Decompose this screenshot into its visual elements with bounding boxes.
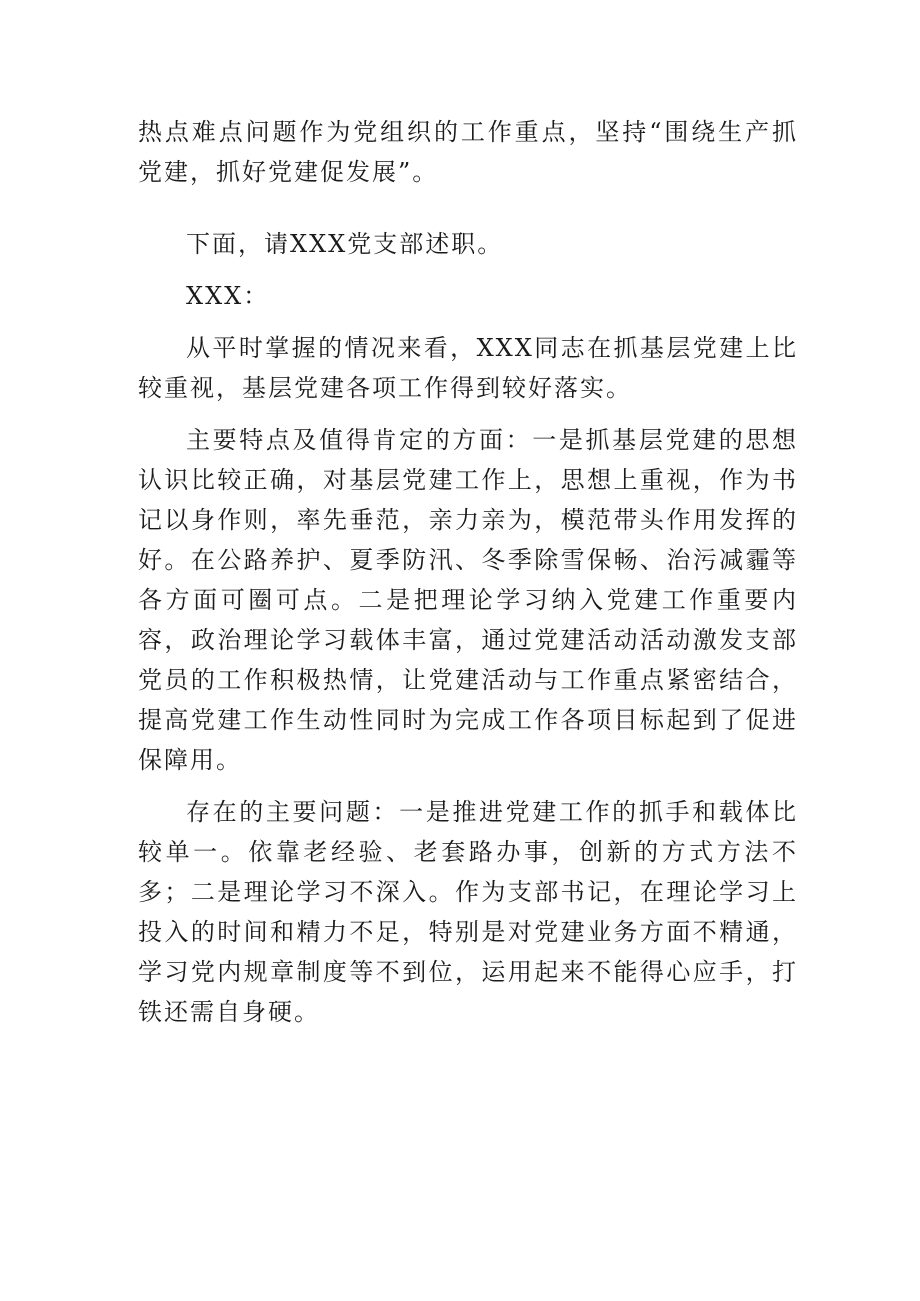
paragraph-problems: 存在的主要问题：一是推进党建工作的抓手和载体比较单一。依靠老经验、老套路办事，创新的方式方法不多；二是理论学习不深入。作为支部书记，在理论学习上投入的时间和精力不足，特别是对党建业务方面不精通，学习党内规章制度等不到位，运用起来不能得心应手，打铁还需自身硬。: [138, 798, 798, 1026]
paragraph-overview: 从平时掌握的情况来看，XXX同志在抓基层党建上比较重视，基层党建各项工作得到较好落实。: [138, 334, 798, 402]
paragraph-addressee: XXX：: [186, 282, 270, 310]
paragraph-strengths: 主要特点及值得肯定的方面：一是抓基层党建的思想认识比较正确，对基层党建工作上，思想上重视，作为书记以身作则，率先垂范，亲力亲为，模范带头作用发挥的好。在公路养护、夏季防汛、冬季除雪保畅、治污减霾等各方面可圈可点。二是把理论学习纳入党建工作重要内容，政治理论学习载体丰富，通过党建活动活动激发支部党员的工作积极热情，让党建活动与工作重点紧密结合，提高党建工作生动性同时为完成工作各项目标起到了促进保障用。: [138, 426, 798, 774]
paragraph-invitation: 下面，请XXX党支部述职。: [186, 230, 504, 258]
document-body: [138, 112, 798, 1032]
paragraph-continuation: 热点难点问题作为党组织的工作重点，坚持“围绕生产抓党建，抓好党建促发展”。: [138, 118, 798, 186]
